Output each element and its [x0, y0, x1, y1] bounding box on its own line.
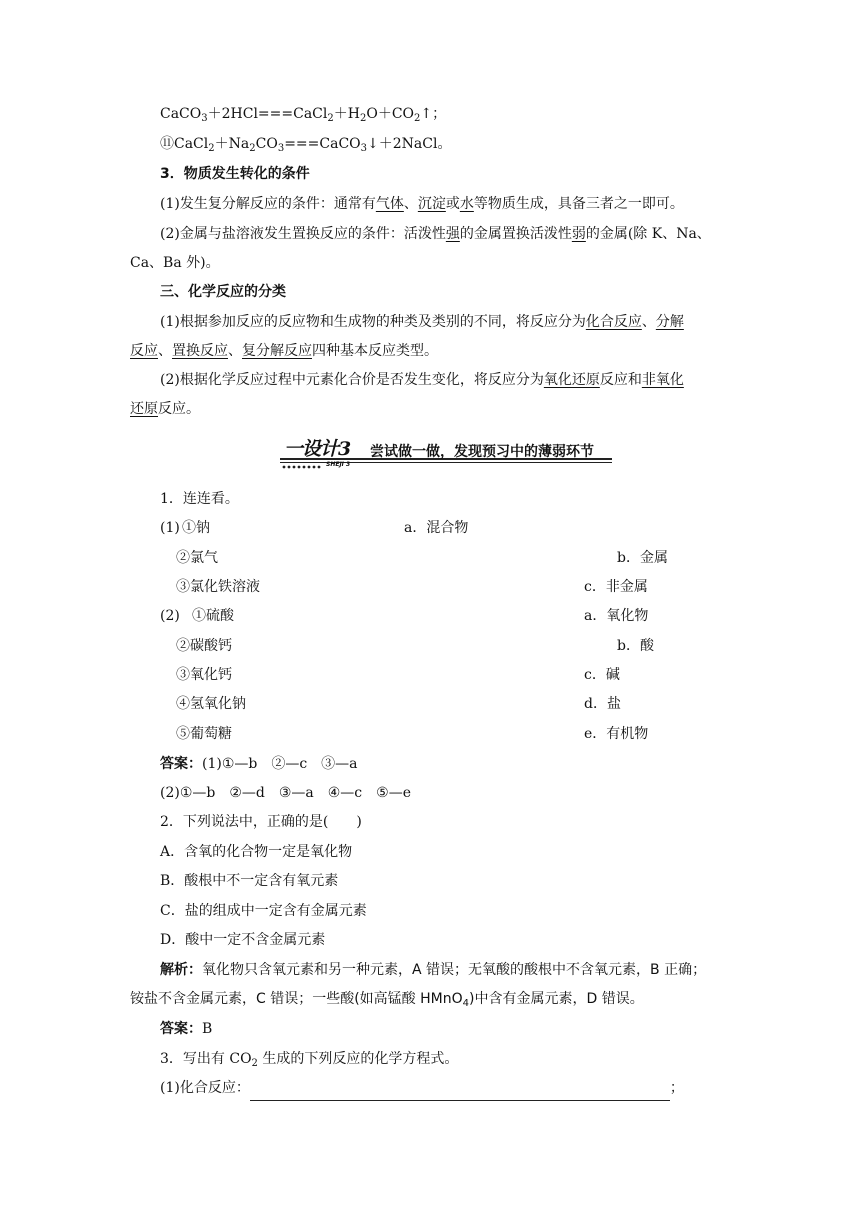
paragraph-double-decomposition: (1)发生复分解反应的条件：通常有气体、沉淀或水等物质生成，具备三者之一即可。 [160, 196, 684, 212]
match-left-item: ①钠 [182, 520, 210, 536]
question-3-stem: 3．写出有 $CO_2$ 生成的下列反应的化学方程式。 [160, 1051, 459, 1069]
match-right-item: e．有机物 [584, 726, 649, 742]
match-right-item: c．非金属 [584, 579, 648, 595]
match-right-item: d．盐 [584, 696, 621, 712]
match-right-item: a．混合物 [404, 520, 469, 536]
section-heading-classification: 三、化学反应的分类 [160, 284, 286, 300]
banner-logo: 一设计3 [284, 438, 351, 460]
equation-cacl2-na2co3: $⑪CaCl_2+Na_2CO_3===CaCO_3↓+2NaCl$。 [160, 136, 452, 154]
match-right-item: c．碱 [584, 667, 620, 683]
match-left-item: ②碳酸钙 [176, 638, 232, 654]
question-3-item-1: (1)化合反应： ； [160, 1078, 684, 1101]
match-left-item: ⑤葡萄糖 [176, 726, 232, 742]
paragraph-displacement: (2)金属与盐溶液发生置换反应的条件：活泼性强的金属置换活泼性弱的金属(除 K、Na、 [160, 226, 711, 242]
option-b: B．酸根中不一定含有氧元素 [160, 873, 339, 889]
option-a: A．含氧的化合物一定是氧化物 [160, 844, 353, 860]
option-d: D．酸中一定不含金属元素 [160, 932, 326, 948]
paragraph-basic-reaction-types-cont: 反应、置换反应、复分解反应四种基本反应类型。 [130, 343, 438, 359]
match-right-item: a．氧化物 [584, 608, 649, 624]
section-heading-conditions: 3．物质发生转化的条件 [160, 166, 310, 182]
equation-caco3-hcl: $CaCO_3+2HCl===CaCl_2+H_2O+CO_2↑$； [160, 106, 447, 124]
option-c: C．盐的组成中一定含有金属元素 [160, 903, 367, 919]
paragraph-basic-reaction-types: (1)根据参加反应的反应物和生成物的种类及类别的不同，将反应分为化合反应、分解 [160, 314, 684, 330]
question-1-answer-cont: (2)①—b ②—d ③—a ④—c ⑤—e [160, 785, 411, 801]
paragraph-redox-cont: 还原反应。 [130, 401, 200, 417]
match-left-item: ②氯气 [176, 550, 218, 566]
question-2-analysis-cont: 铵盐不含金属元素，C 错误；一些酸(如高锰酸 HMnO$_4$)中含有金属元素，D 错误。 [130, 991, 644, 1009]
banner-dots [283, 466, 321, 469]
match-left-item: ③氯化铁溶液 [176, 579, 260, 595]
match-left-item: ①硫酸 [192, 608, 234, 624]
question-1-stem: 1．连连看。 [160, 491, 239, 507]
banner-title: 尝试做一做，发现预习中的薄弱环节 [370, 444, 594, 460]
paragraph-displacement-cont: Ca、Ba 外)。 [130, 255, 220, 271]
match-right-item: b．金属 [617, 550, 668, 566]
question-1-answer: 答案：(1)①—b ②—c ③—a [160, 756, 358, 772]
answer-blank[interactable] [250, 1080, 670, 1101]
question-2-answer: 答案：B [160, 1021, 213, 1037]
match-right-item: b．酸 [617, 638, 654, 654]
match-group-2-prefix: (2) [160, 608, 180, 624]
question-2-stem: 2．下列说法中，正确的是( ) [160, 814, 362, 830]
paragraph-redox: (2)根据化学反应过程中元素化合价是否发生变化，将反应分为氧化还原反应和非氧化 [160, 372, 684, 388]
question-2-analysis: 解析：氧化物只含氧元素和另一种元素，A 错误；无氧酸的酸根中不含氧元素，B 正确； [160, 962, 707, 978]
match-group-1-prefix: (1) [160, 520, 180, 536]
match-left-item: ③氧化钙 [176, 667, 232, 683]
match-left-item: ④氢氧化钠 [176, 696, 246, 712]
banner-logo-sub: SHEJI 3 [326, 461, 351, 468]
section-banner [280, 438, 612, 472]
